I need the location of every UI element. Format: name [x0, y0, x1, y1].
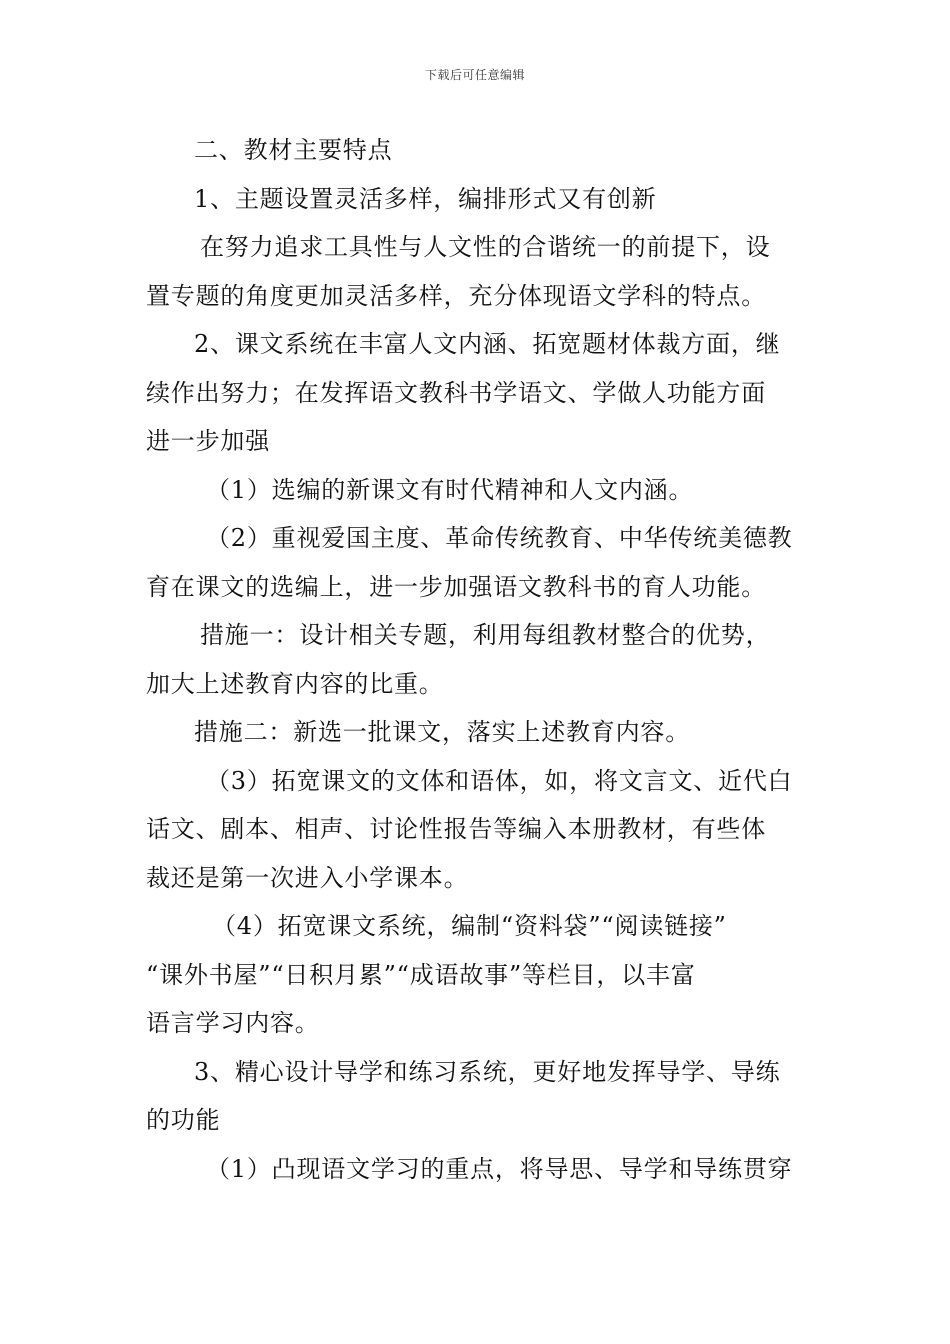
document-body: [146, 126, 810, 1193]
paragraph-line: 续作出努力；在发挥语文教科书学语文、学做人功能方面: [146, 378, 766, 407]
paragraph-line: 语言学习内容。: [146, 1009, 320, 1037]
paragraph-line: 进一步加强: [146, 427, 270, 455]
paragraph-line: “课外书屋”“日积月累”“成语故事”等栏目，以丰富: [146, 960, 696, 989]
list-item: （1）凸现语文学习的重点，将导思、导学和导练贯穿: [206, 1154, 793, 1183]
subheading-1: 1、主题设置灵活多样，编排形式又有创新: [194, 184, 657, 213]
paragraph-line: 在努力追求工具性与人文性的合谐统一的前提下，设: [200, 233, 771, 261]
paragraph-line: 话文、剧本、相声、讨论性报告等编入本册教材，有些体: [146, 815, 766, 843]
paragraph-line: 裁还是第一次进入小学课本。: [146, 863, 469, 892]
list-item: （2）重视爱国主度、革命传统教育、中华传统美德教: [206, 524, 793, 552]
paragraph-line: 措施一：设计相关专题，利用每组教材整合的优势，: [200, 621, 771, 649]
list-item: （3）拓宽课文的文体和语体，如，将文言文、近代白: [206, 766, 793, 795]
list-item: （1）选编的新课文有时代精神和人文内涵。: [206, 475, 694, 504]
paragraph-line: 加大上述教育内容的比重。: [146, 669, 444, 698]
paragraph-line: 置专题的角度更加灵活多样，充分体现语文学科的特点。: [146, 281, 766, 310]
paragraph-line: 措施二：新选一批课文，落实上述教育内容。: [194, 718, 690, 746]
list-item: （4）拓宽课文系统，编制“资料袋”“阅读链接”: [212, 912, 727, 940]
page-header: 下载后可任意编辑: [424, 68, 525, 82]
subheading-3: 3、精心设计导学和练习系统，更好地发挥导学、导练: [194, 1057, 781, 1086]
subheading-2: 2、课文系统在丰富人文内涵、拓宽题材体裁方面，继: [194, 330, 781, 358]
paragraph-line: 的功能: [146, 1106, 221, 1134]
paragraph-line: 育在课文的选编上，进一步加强语文教科书的育人功能。: [146, 572, 766, 601]
section-heading: 二、教材主要特点: [194, 136, 393, 164]
